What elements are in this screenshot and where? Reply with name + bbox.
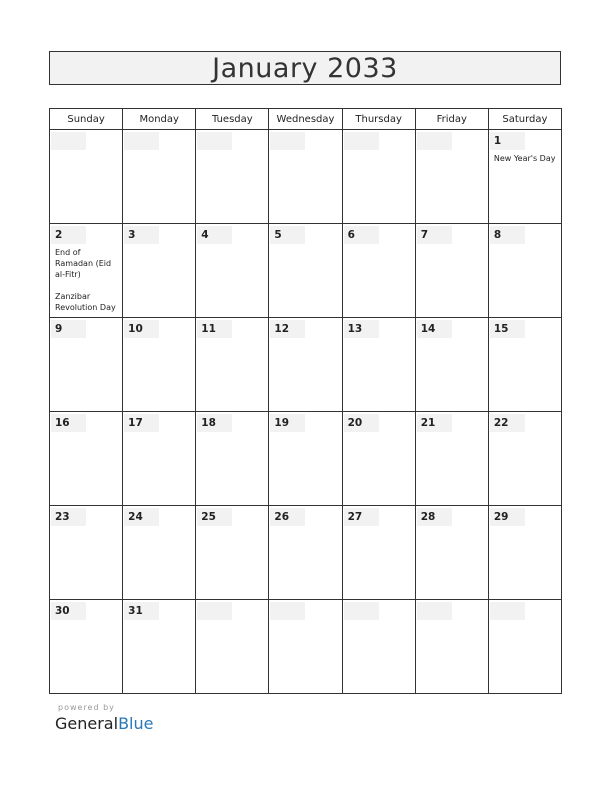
weekday-thursday: Thursday bbox=[342, 109, 415, 130]
day-number: 30 bbox=[51, 602, 86, 620]
day-cell bbox=[269, 318, 342, 412]
day-cell bbox=[269, 130, 342, 224]
day-cell bbox=[50, 412, 123, 506]
weekday-header-row bbox=[50, 109, 562, 130]
day-number bbox=[51, 132, 86, 150]
day-cell bbox=[488, 412, 561, 506]
weekday-saturday: Saturday bbox=[488, 109, 561, 130]
day-cell bbox=[50, 224, 123, 318]
calendar-grid bbox=[49, 108, 562, 694]
day-cell bbox=[196, 318, 269, 412]
day-number: 22 bbox=[490, 414, 525, 432]
holiday-name: End of Ramadan (Eid al-Fitr) bbox=[55, 248, 112, 279]
day-cell bbox=[415, 600, 488, 694]
day-number bbox=[344, 132, 379, 150]
week-row bbox=[50, 318, 562, 412]
day-cell bbox=[415, 224, 488, 318]
day-cell bbox=[196, 600, 269, 694]
day-number: 13 bbox=[344, 320, 379, 338]
day-cell bbox=[342, 318, 415, 412]
day-cell bbox=[342, 412, 415, 506]
day-number: 27 bbox=[344, 508, 379, 526]
day-cell bbox=[269, 506, 342, 600]
day-cell bbox=[488, 318, 561, 412]
day-number: 7 bbox=[417, 226, 452, 244]
day-number: 31 bbox=[124, 602, 159, 620]
day-number: 12 bbox=[270, 320, 305, 338]
weekday-sunday: Sunday bbox=[50, 109, 123, 130]
holiday-list bbox=[55, 247, 119, 313]
day-cell bbox=[123, 412, 196, 506]
day-number: 9 bbox=[51, 320, 86, 338]
day-cell bbox=[488, 506, 561, 600]
day-number bbox=[417, 602, 452, 620]
day-number bbox=[490, 602, 525, 620]
week-row bbox=[50, 506, 562, 600]
weekday-wednesday: Wednesday bbox=[269, 109, 342, 130]
day-cell bbox=[415, 130, 488, 224]
day-cell bbox=[123, 318, 196, 412]
holiday-name: Zanzibar Revolution Day bbox=[55, 292, 116, 312]
day-cell bbox=[269, 600, 342, 694]
day-number: 1 bbox=[490, 132, 525, 150]
day-number: 2 bbox=[51, 226, 86, 244]
day-cell bbox=[488, 130, 561, 224]
day-number bbox=[197, 602, 232, 620]
day-number: 6 bbox=[344, 226, 379, 244]
day-cell bbox=[269, 412, 342, 506]
day-number: 28 bbox=[417, 508, 452, 526]
day-number: 25 bbox=[197, 508, 232, 526]
brand-general-text: General bbox=[55, 714, 119, 733]
holiday-name: New Year's Day bbox=[493, 154, 556, 163]
day-number: 14 bbox=[417, 320, 452, 338]
day-number: 24 bbox=[124, 508, 159, 526]
day-cell bbox=[415, 506, 488, 600]
day-cell bbox=[342, 600, 415, 694]
weekday-tuesday: Tuesday bbox=[196, 109, 269, 130]
day-number: 20 bbox=[344, 414, 379, 432]
day-number: 5 bbox=[270, 226, 305, 244]
day-cell bbox=[196, 224, 269, 318]
week-row bbox=[50, 224, 562, 318]
day-cell bbox=[342, 224, 415, 318]
day-cell bbox=[123, 506, 196, 600]
week-row bbox=[50, 600, 562, 694]
day-cell bbox=[123, 600, 196, 694]
day-number: 15 bbox=[490, 320, 525, 338]
calendar-title-box bbox=[49, 51, 561, 85]
week-row bbox=[50, 130, 562, 224]
powered-by-text: powered by bbox=[58, 703, 115, 712]
holiday-list bbox=[494, 153, 558, 164]
day-number: 19 bbox=[270, 414, 305, 432]
day-cell bbox=[196, 130, 269, 224]
day-cell bbox=[123, 224, 196, 318]
day-number: 10 bbox=[124, 320, 159, 338]
day-cell bbox=[488, 224, 561, 318]
day-cell bbox=[488, 600, 561, 694]
day-cell bbox=[50, 506, 123, 600]
brand-blue-text: Blue bbox=[118, 714, 154, 733]
calendar-title: January 2033 bbox=[212, 52, 398, 84]
day-number bbox=[270, 602, 305, 620]
day-number: 26 bbox=[270, 508, 305, 526]
day-cell bbox=[50, 600, 123, 694]
day-number: 21 bbox=[417, 414, 452, 432]
day-number bbox=[124, 132, 159, 150]
day-cell bbox=[50, 318, 123, 412]
day-cell bbox=[196, 506, 269, 600]
day-number bbox=[197, 132, 232, 150]
day-number: 16 bbox=[51, 414, 86, 432]
day-cell bbox=[123, 130, 196, 224]
calendar-body bbox=[50, 130, 562, 694]
day-number: 11 bbox=[197, 320, 232, 338]
day-number bbox=[344, 602, 379, 620]
day-number: 18 bbox=[197, 414, 232, 432]
day-number: 23 bbox=[51, 508, 86, 526]
day-cell bbox=[269, 224, 342, 318]
day-cell bbox=[415, 318, 488, 412]
day-number bbox=[270, 132, 305, 150]
week-row bbox=[50, 412, 562, 506]
weekday-monday: Monday bbox=[123, 109, 196, 130]
day-number: 3 bbox=[124, 226, 159, 244]
day-cell bbox=[342, 130, 415, 224]
day-number bbox=[417, 132, 452, 150]
day-cell bbox=[196, 412, 269, 506]
day-number: 4 bbox=[197, 226, 232, 244]
day-cell bbox=[415, 412, 488, 506]
day-cell bbox=[50, 130, 123, 224]
day-number: 8 bbox=[490, 226, 525, 244]
footer bbox=[55, 703, 153, 734]
day-number: 29 bbox=[490, 508, 525, 526]
brand-logo[interactable] bbox=[55, 714, 153, 734]
day-number: 17 bbox=[124, 414, 159, 432]
day-cell bbox=[342, 506, 415, 600]
weekday-friday: Friday bbox=[415, 109, 488, 130]
